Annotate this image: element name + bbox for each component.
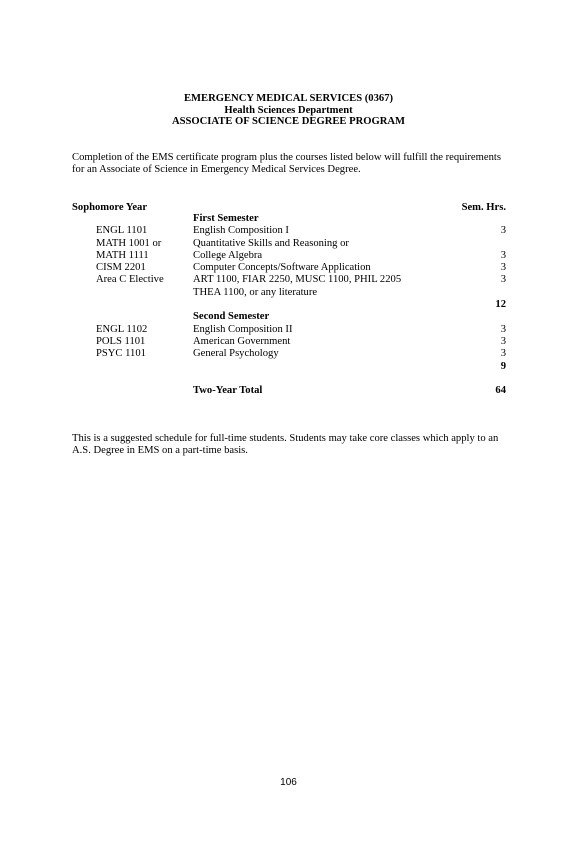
second-semester-total: 9 xyxy=(500,360,506,372)
hours-column-header: Sem. Hrs. xyxy=(461,202,506,213)
intro-paragraph xyxy=(72,152,512,177)
course-hours: 3 xyxy=(500,225,506,237)
semester-heading-row xyxy=(0,311,577,323)
course-hours: 3 xyxy=(500,335,506,347)
course-code: ENGL 1102 xyxy=(96,323,148,335)
course-hours: 3 xyxy=(500,348,506,360)
first-semester-heading: First Semester xyxy=(193,213,259,224)
course-code: ENGL 1101 xyxy=(96,225,148,237)
course-title: Quantitative Skills and Reasoning or xyxy=(193,237,349,249)
course-title: English Composition II xyxy=(193,323,293,335)
course-hours: 3 xyxy=(500,249,506,261)
course-title: College Algebra xyxy=(193,249,263,261)
course-row xyxy=(0,225,577,237)
spacer xyxy=(0,373,577,385)
course-title: English Composition I xyxy=(193,225,289,237)
course-code: POLS 1101 xyxy=(96,335,146,347)
course-hours: 3 xyxy=(500,323,506,335)
course-title: ART 1100, FIAR 2250, MUSC 1100, PHIL 2205 xyxy=(193,274,402,286)
semester-total-row xyxy=(0,361,577,373)
course-row xyxy=(0,262,577,274)
second-semester-heading: Second Semester xyxy=(193,311,270,323)
intro-line: Completion of the EMS certificate program plus the courses listed below will fulfill the requirements xyxy=(72,152,501,163)
course-hours: 3 xyxy=(500,274,506,286)
course-code: Area C Elective xyxy=(96,274,164,286)
page-number: 106 xyxy=(280,777,297,788)
course-row xyxy=(0,287,577,299)
course-title: General Psychology xyxy=(193,348,279,360)
semester-total-row xyxy=(0,299,577,311)
course-code: MATH 1111 xyxy=(96,249,149,261)
course-title: American Government xyxy=(193,335,291,347)
course-code: PSYC 1101 xyxy=(96,348,146,360)
two-year-total-hours: 64 xyxy=(495,385,506,397)
course-title: THEA 1100, or any literature xyxy=(193,286,318,298)
course-row xyxy=(0,238,577,250)
degree-name: ASSOCIATE OF SCIENCE DEGREE PROGRAM xyxy=(171,116,406,127)
program-name: EMERGENCY MEDICAL SERVICES (0367) xyxy=(183,93,394,104)
document-title xyxy=(0,93,577,128)
course-code: MATH 1001 or xyxy=(96,237,162,249)
course-row xyxy=(0,324,577,336)
footnote-paragraph xyxy=(72,433,512,458)
department-name: Health Sciences Department xyxy=(224,104,353,116)
course-row xyxy=(0,250,577,262)
two-year-total-label: Two-Year Total xyxy=(193,385,263,397)
two-year-total-row xyxy=(0,385,577,397)
footnote-line: This is a suggested schedule for full-time students. Students may take core classes which apply to an xyxy=(72,433,499,444)
course-schedule xyxy=(0,213,577,397)
intro-line: for an Associate of Science in Emergency Medical Services Degree. xyxy=(72,164,361,176)
course-row xyxy=(0,274,577,286)
footnote-line: A.S. Degree in EMS on a part-time basis. xyxy=(72,445,248,457)
course-row xyxy=(0,336,577,348)
year-label: Sophomore Year xyxy=(72,202,148,213)
course-title: Computer Concepts/Software Application xyxy=(193,262,371,274)
semester-heading-row xyxy=(0,213,577,225)
first-semester-total: 12 xyxy=(495,299,506,311)
course-hours: 3 xyxy=(500,262,506,274)
course-row xyxy=(0,348,577,360)
course-code: CISM 2201 xyxy=(96,262,146,274)
